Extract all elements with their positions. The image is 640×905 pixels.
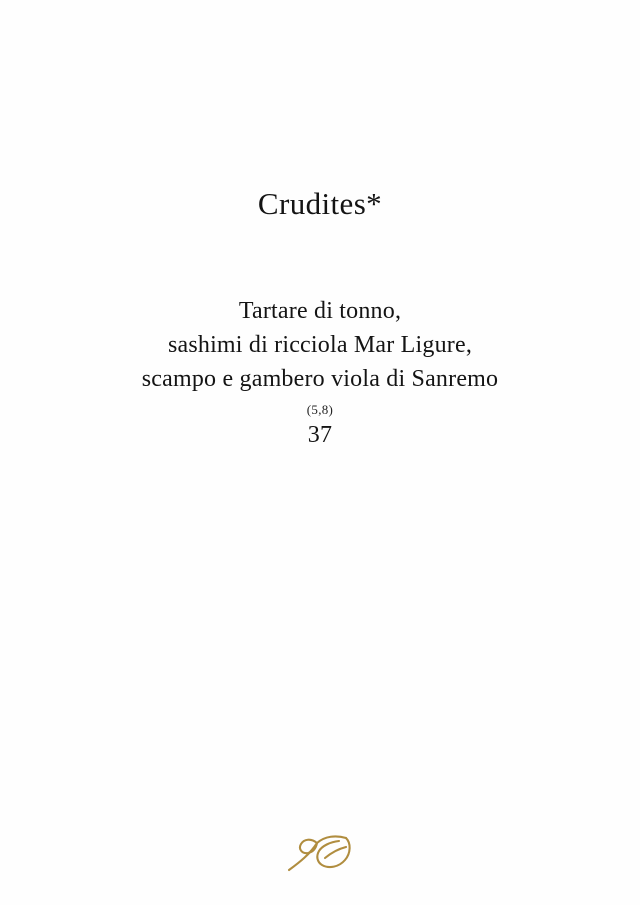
dish-description-line: Tartare di tonno, <box>238 298 402 325</box>
menu-section <box>0 0 640 449</box>
allergen-note: (5,8) <box>306 402 334 418</box>
dish-price: 37 <box>307 422 333 449</box>
dish-description-line: scampo e gambero viola di Sanremo <box>141 366 499 393</box>
dish-description-line: sashimi di ricciola Mar Ligure, <box>167 332 473 359</box>
page-title: Crudites* <box>257 186 383 221</box>
dish-entry <box>0 294 640 449</box>
footer-logo <box>0 829 640 875</box>
leaf-logo-icon <box>284 829 356 875</box>
